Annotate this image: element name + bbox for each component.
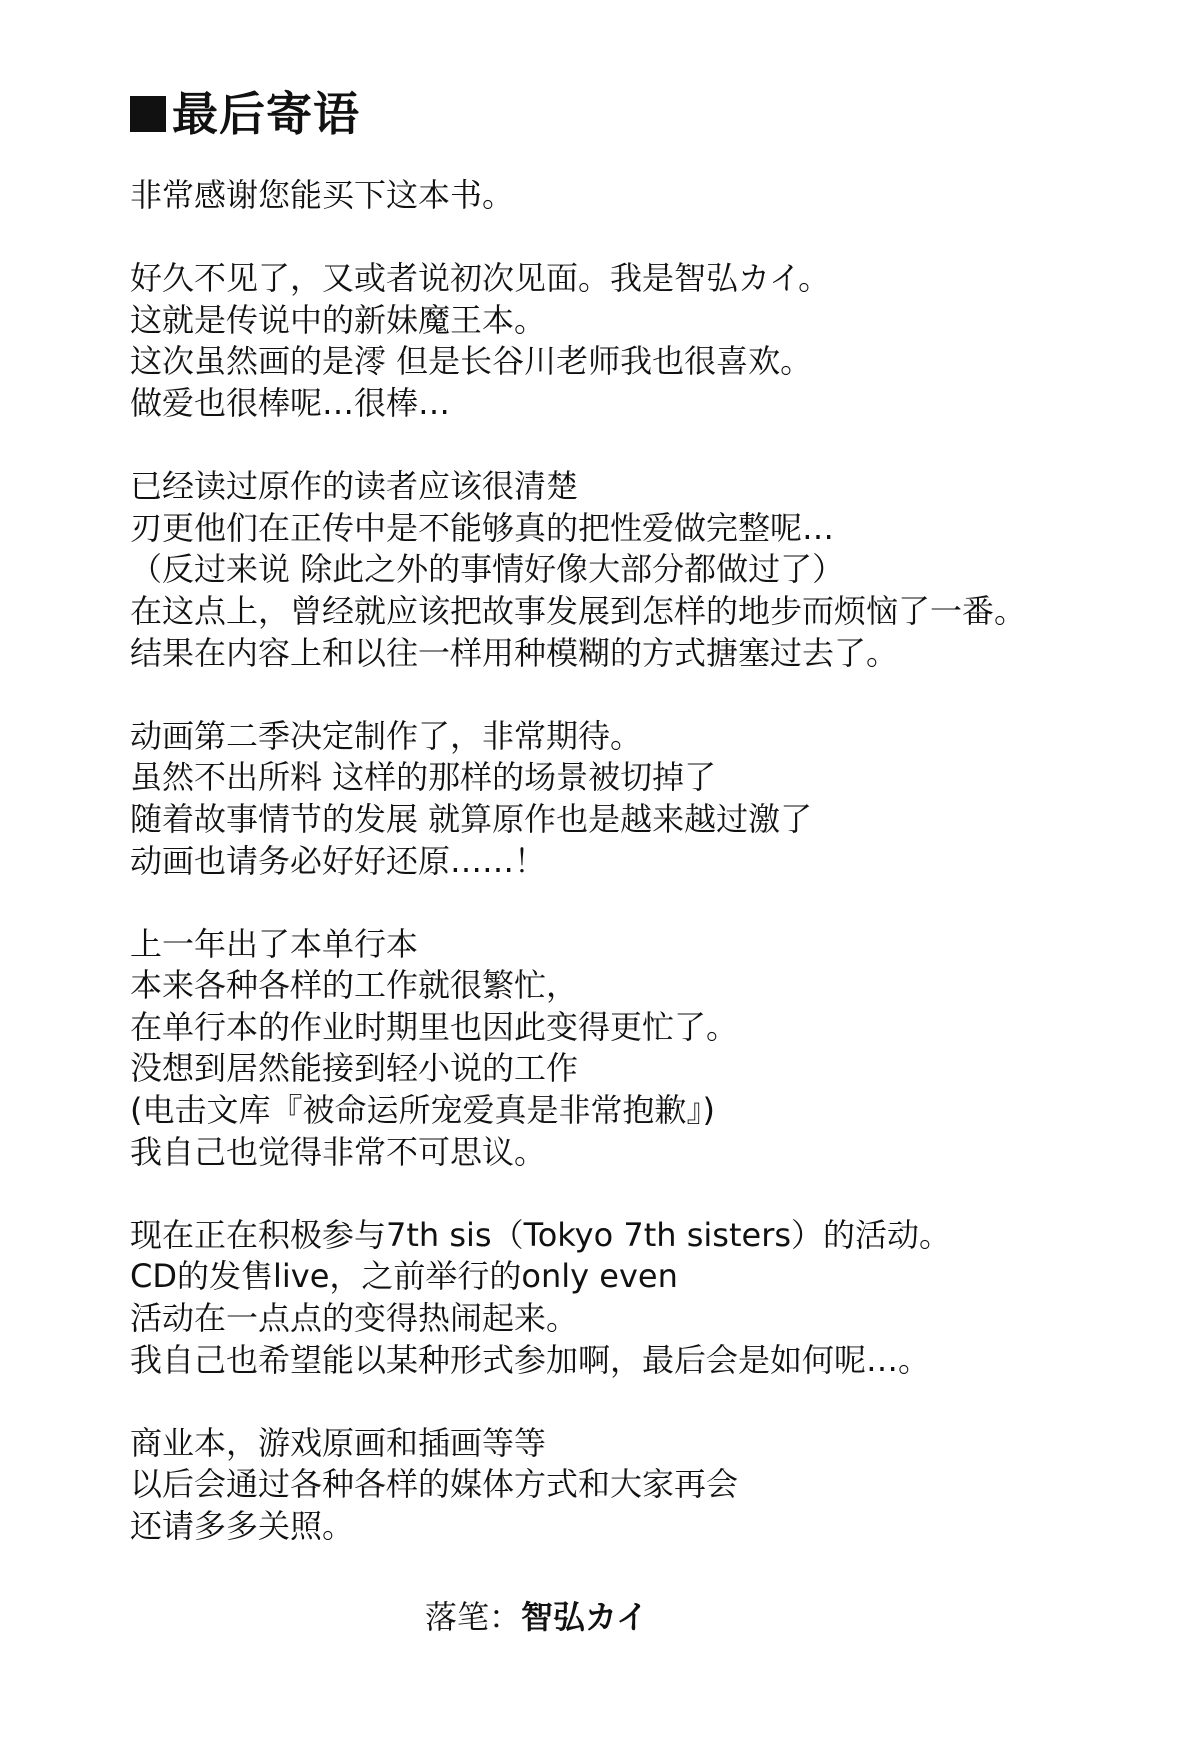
paragraph-gap — [130, 882, 1170, 924]
text-line: 动画也请务必好好还原……！ — [130, 841, 547, 880]
text-line: 本来各种各样的工作就很繁忙， — [130, 966, 579, 1005]
text-line: 虽然不出所料 这样的那样的场景被切掉了 — [130, 758, 717, 797]
text-line: 商业本，游戏原画和插画等等 — [130, 1423, 547, 1462]
text-line: 上一年出了本单行本 — [130, 924, 419, 963]
text-line: 动画第二季决定制作了，非常期待。 — [130, 716, 643, 755]
page-heading — [130, 84, 360, 144]
text-line: 没想到居然能接到轻小说的工作 — [130, 1049, 579, 1088]
text-line: 做爱也很棒呢…很棒… — [130, 383, 451, 422]
paragraph-gap — [130, 425, 1170, 467]
text-line: 现在正在积极参与7th sis（Tokyo 7th sisters）的活动。 — [130, 1215, 952, 1254]
text-line: 以后会通过各种各样的媒体方式和大家再会 — [130, 1465, 739, 1504]
signature-name: 智弘カイ — [521, 1598, 649, 1636]
text-line: 在单行本的作业时期里也因此变得更忙了。 — [130, 1007, 739, 1046]
text-line: 还请多多关照。 — [130, 1507, 355, 1545]
afterword-body — [130, 175, 1170, 1548]
text-line: 结果在内容上和以往一样用种模糊的方式搪塞过去了。 — [130, 633, 899, 672]
text-line: （反过来说 除此之外的事情好像大部分都做过了） — [130, 550, 845, 589]
text-line: 活动在一点点的变得热闹起来。 — [130, 1299, 579, 1338]
text-line: 非常感谢您能买下这本书。 — [130, 176, 515, 214]
text-line: (电击文库『被命运所宠爱真是非常抱歉』) — [130, 1091, 715, 1130]
text-line: 好久不见了，又或者说初次见面。我是智弘カイ。 — [130, 259, 831, 298]
page-title: 最后寄语 — [172, 87, 360, 141]
paragraph-gap — [130, 1381, 1170, 1423]
heading-square-marker — [130, 96, 166, 132]
text-line: 我自己也觉得非常不可思议。 — [130, 1132, 547, 1171]
paragraph-gap — [130, 217, 1170, 259]
text-line: 随着故事情节的发展 就算原作也是越来越过激了 — [130, 799, 813, 838]
signature-label: 落笔： — [425, 1598, 522, 1636]
text-line: 已经读过原作的读者应该很清楚 — [130, 467, 579, 506]
text-line: 在这点上，曾经就应该把故事发展到怎样的地步而烦恼了一番。 — [130, 591, 1027, 630]
text-line: 这就是传说中的新妹魔王本。 — [130, 300, 547, 339]
paragraph-gap — [130, 1173, 1170, 1215]
text-line: 这次虽然画的是澪 但是长谷川老师我也很喜欢。 — [130, 342, 813, 381]
text-line: 我自己也希望能以某种形式参加啊，最后会是如何呢…。 — [130, 1340, 931, 1379]
text-line: 刃更他们在正传中是不能够真的把性爱做完整呢… — [130, 508, 835, 547]
text-line: CD的发售live，之前举行的only even — [130, 1257, 678, 1296]
author-signature — [425, 1596, 648, 1638]
paragraph-gap — [130, 674, 1170, 716]
